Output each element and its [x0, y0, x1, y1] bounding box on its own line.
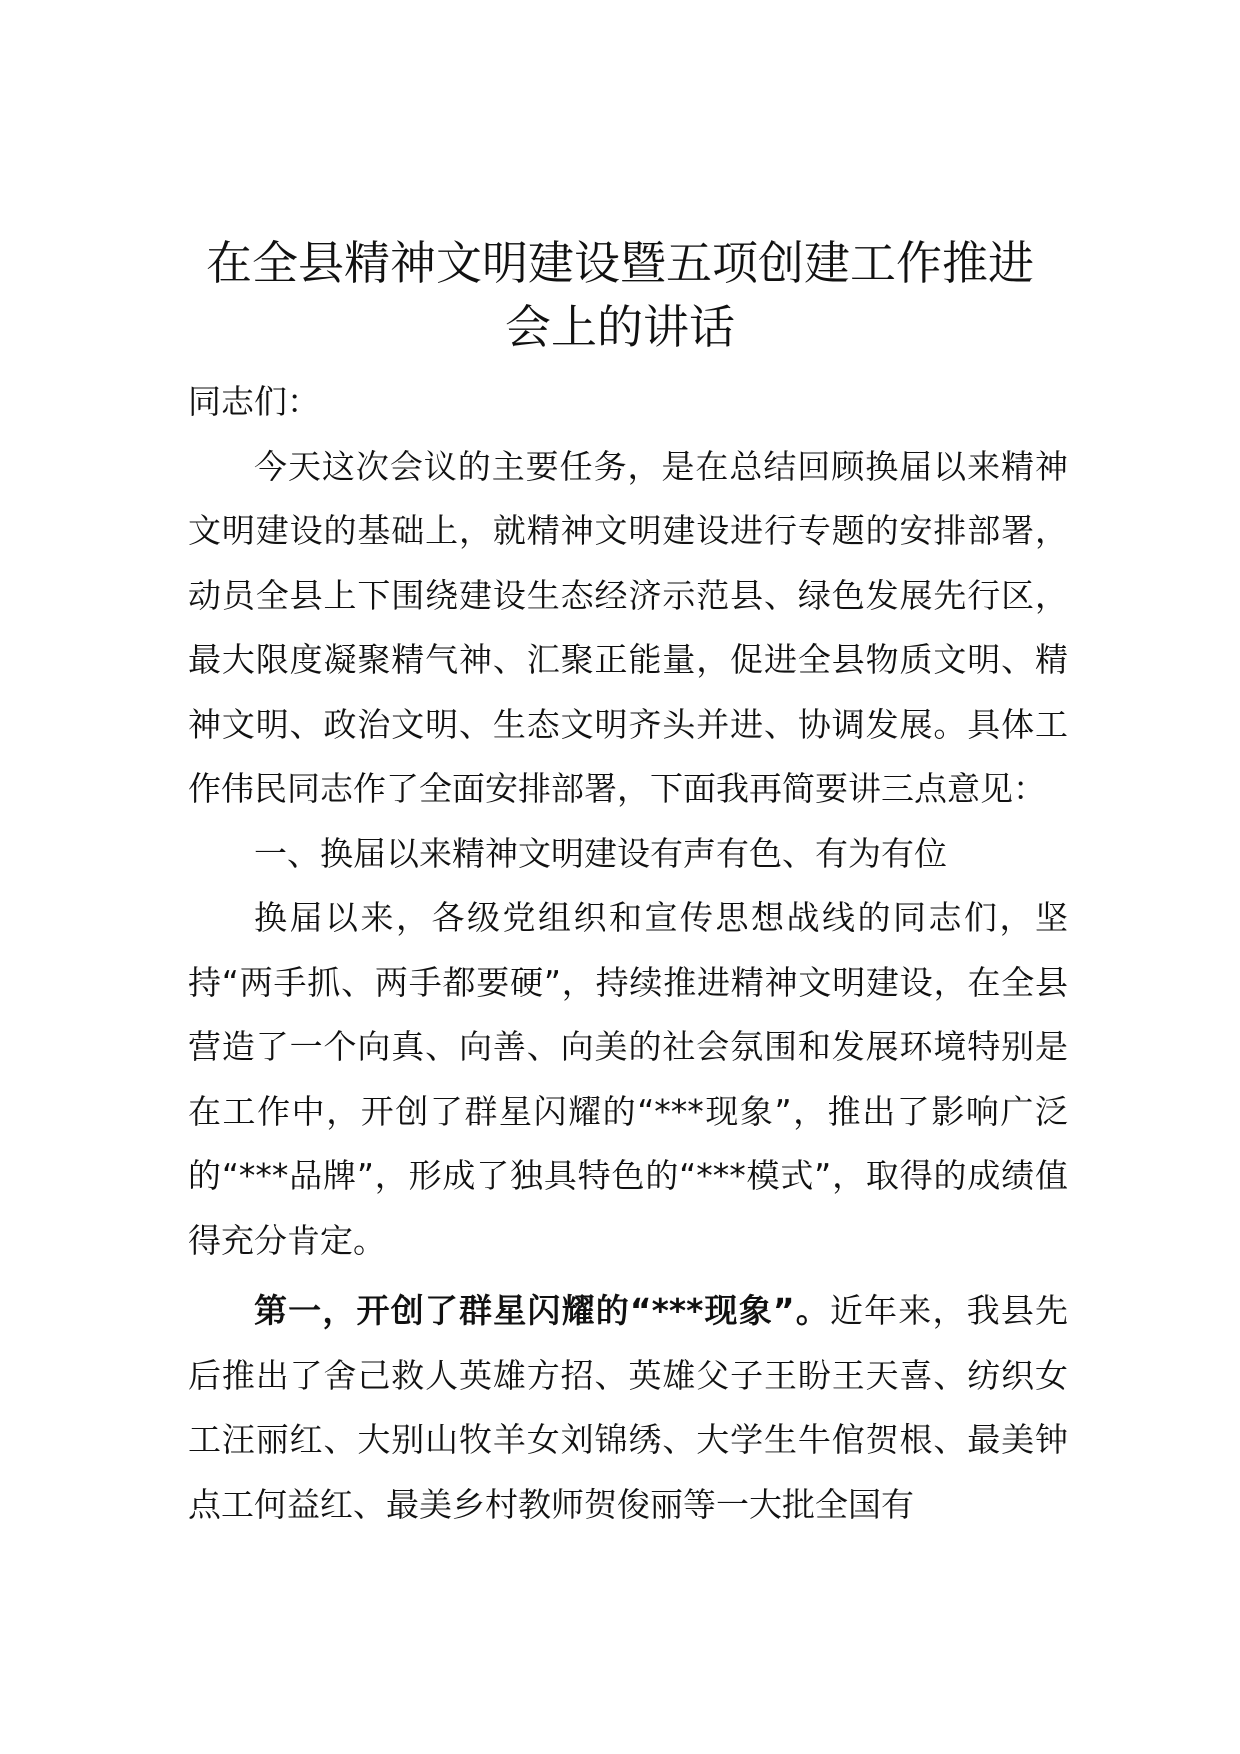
salutation: 同志们：: [188, 382, 320, 421]
section-heading-1: 一、换届以来精神文明建设有声有色、有为有位: [254, 833, 947, 873]
paragraph-first-point: [188, 1279, 1068, 1537]
paragraph-achievements: 换届以来，各级党组织和宣传思想战线的同志们，坚持“两手抓、两手都要硬”，持续推进精神文明建设，在全县营造了一个向真、向善、向美的社会氛围和发展环境特别是在工作中，开创了群星闪耀的“***现象”，推出了影响广泛的“***品牌”，形成了独具特色的“***模式”，取得的成绩值得充分肯定。: [188, 898, 1068, 1260]
first-point-text: 近年来，我县先后推出了舍己救人英雄方招、英雄父子王盼王天喜、纺织女工汪丽红、大别山牧羊女刘锦绣、大学生牛倌贺根、最美钟点工何益红、最美乡村教师贺俊丽等一大批全国有: [188, 1291, 1069, 1524]
document-body: [188, 370, 1068, 1537]
paragraph-intro: 今天这次会议的主要任务，是在总结回顾换届以来精神文明建设的基础上，就精神文明建设进行专题的安排部署，动员全县上下围绕建设生态经济示范县、绿色发展先行区，最大限度凝聚精气神、汇聚正能量，促进全县物质文明、精神文明、政治文明、生态文明齐头并进、协调发展。具体工作伟民同志作了全面安排部署，下面我再简要讲三点意见：: [188, 446, 1068, 808]
document-title-line-1: 在全县精神文明建设暨五项创建工作推进: [206, 236, 1034, 290]
document-title-line-2: 会上的讲话: [505, 300, 735, 354]
first-point-heading: 第一，开创了群星闪耀的“***现象”。: [254, 1291, 830, 1330]
